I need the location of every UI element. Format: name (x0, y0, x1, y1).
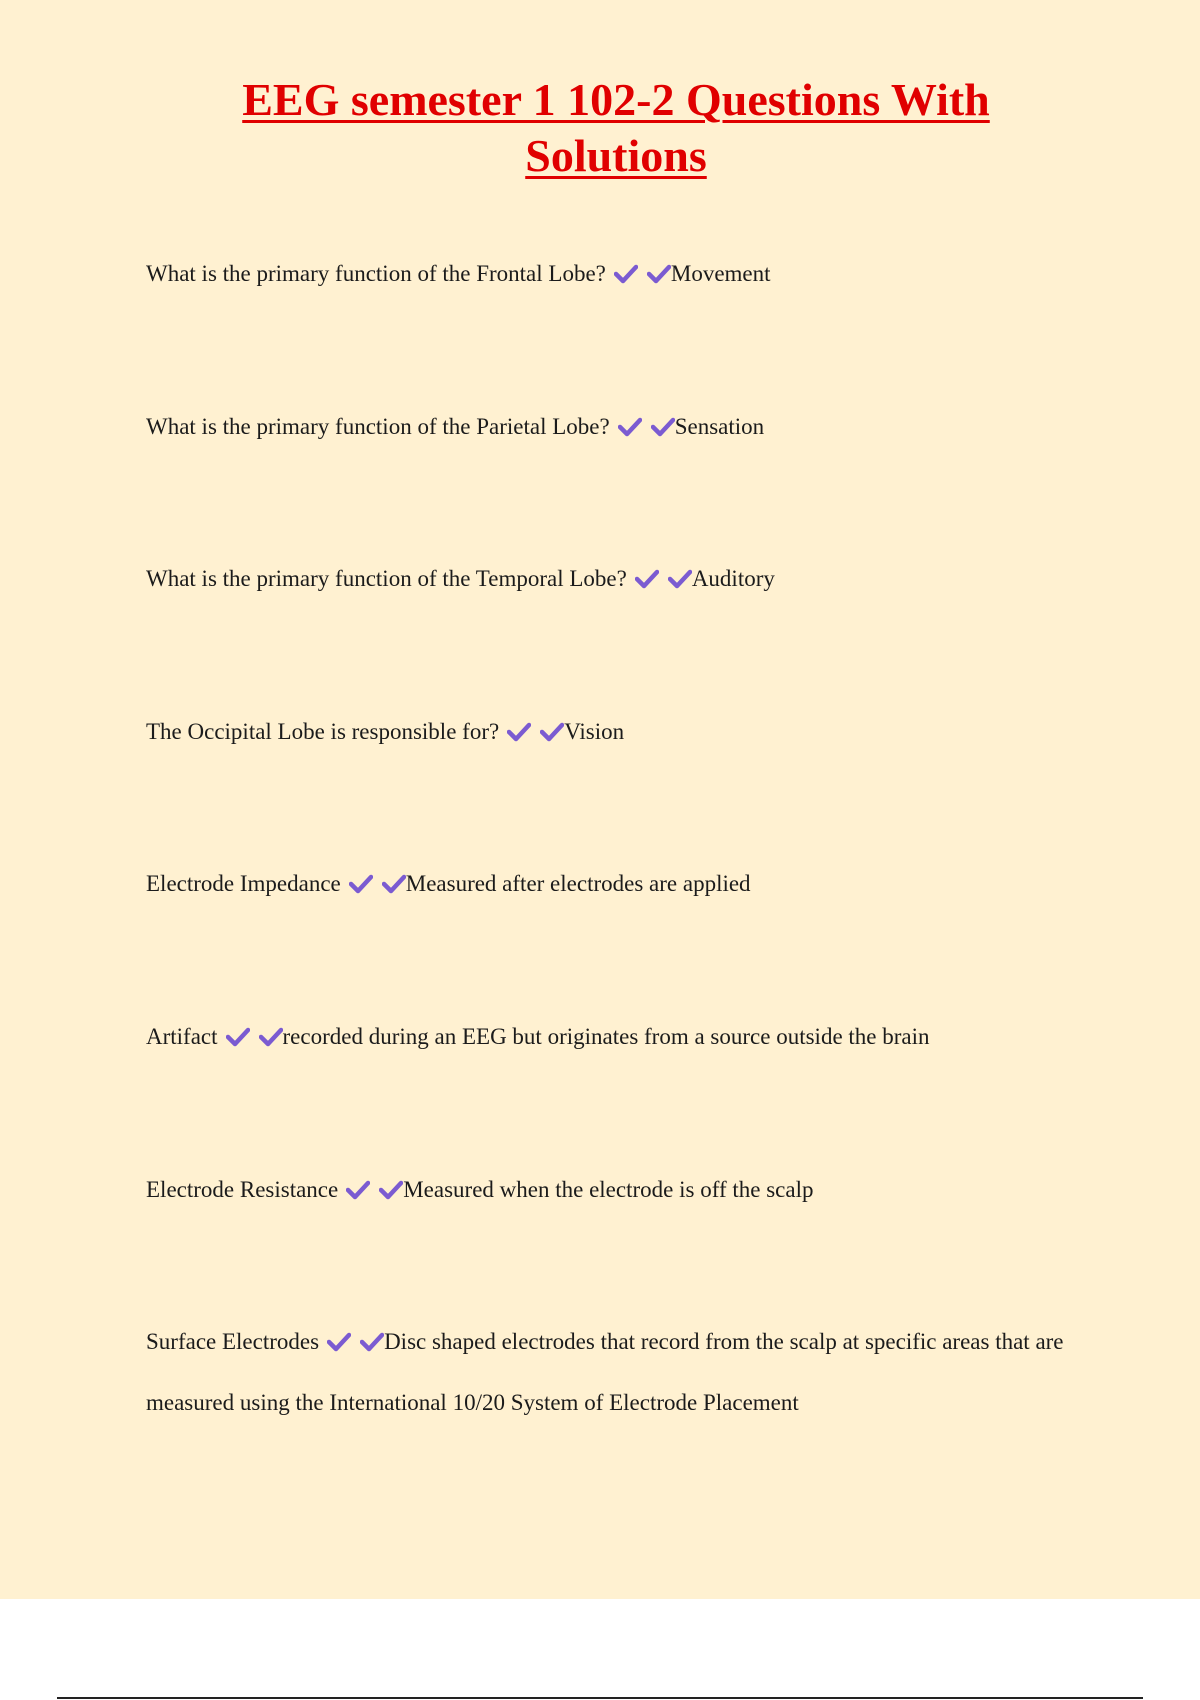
check-icon (647, 263, 671, 285)
question-text: The Occipital Lobe is responsible for? (146, 719, 500, 744)
answer-text: Measured after electrodes are applied (405, 871, 751, 896)
question-text: What is the primary function of the Parietal Lobe? (146, 414, 610, 439)
check-icon (635, 568, 659, 590)
question-text: Surface Electrodes (146, 1329, 320, 1354)
answer-text: Auditory (691, 566, 775, 591)
answer-text: Vision (564, 719, 625, 744)
question-text: Electrode Resistance (146, 1177, 339, 1202)
check-icon (379, 1179, 403, 1201)
qa-item-occipital-lobe (146, 701, 1096, 762)
check-icon (382, 873, 406, 895)
question-text: Electrode Impedance (146, 871, 341, 896)
check-icon (327, 1331, 351, 1353)
check-icon (651, 416, 675, 438)
check-icon (507, 721, 531, 743)
qa-item-parietal-lobe (146, 396, 1096, 457)
answer-text: Movement (670, 261, 771, 286)
answer-text: Disc shaped electrodes that record from the scalp at specific areas that are measured using the International 10/20 System of Electrode Placement (146, 1329, 1064, 1415)
qa-item-surface-electrodes (146, 1311, 1096, 1433)
check-icon (540, 721, 564, 743)
qa-item-frontal-lobe (146, 243, 1096, 304)
answer-text: recorded during an EEG but originates from a source outside the brain (282, 1024, 930, 1049)
check-icon (618, 416, 642, 438)
qa-item-electrode-impedance (146, 853, 1096, 914)
qa-item-artifact (146, 1006, 1096, 1067)
answer-text: Sensation (674, 414, 765, 439)
question-text: What is the primary function of the Frontal Lobe? (146, 261, 606, 286)
question-text: What is the primary function of the Temporal Lobe? (146, 566, 627, 591)
check-icon (668, 568, 692, 590)
check-icon (226, 1026, 250, 1048)
document-title: EEG semester 1 102-2 Questions With Solutions (242, 74, 990, 181)
question-text: Artifact (146, 1024, 218, 1049)
footer-divider (57, 1697, 1143, 1699)
qa-item-temporal-lobe (146, 548, 1096, 609)
check-icon (614, 263, 638, 285)
check-icon (360, 1331, 384, 1353)
qa-item-electrode-resistance (146, 1159, 1096, 1220)
answer-text: Measured when the electrode is off the scalp (403, 1177, 814, 1202)
check-icon (346, 1179, 370, 1201)
check-icon (349, 873, 373, 895)
check-icon (259, 1026, 283, 1048)
